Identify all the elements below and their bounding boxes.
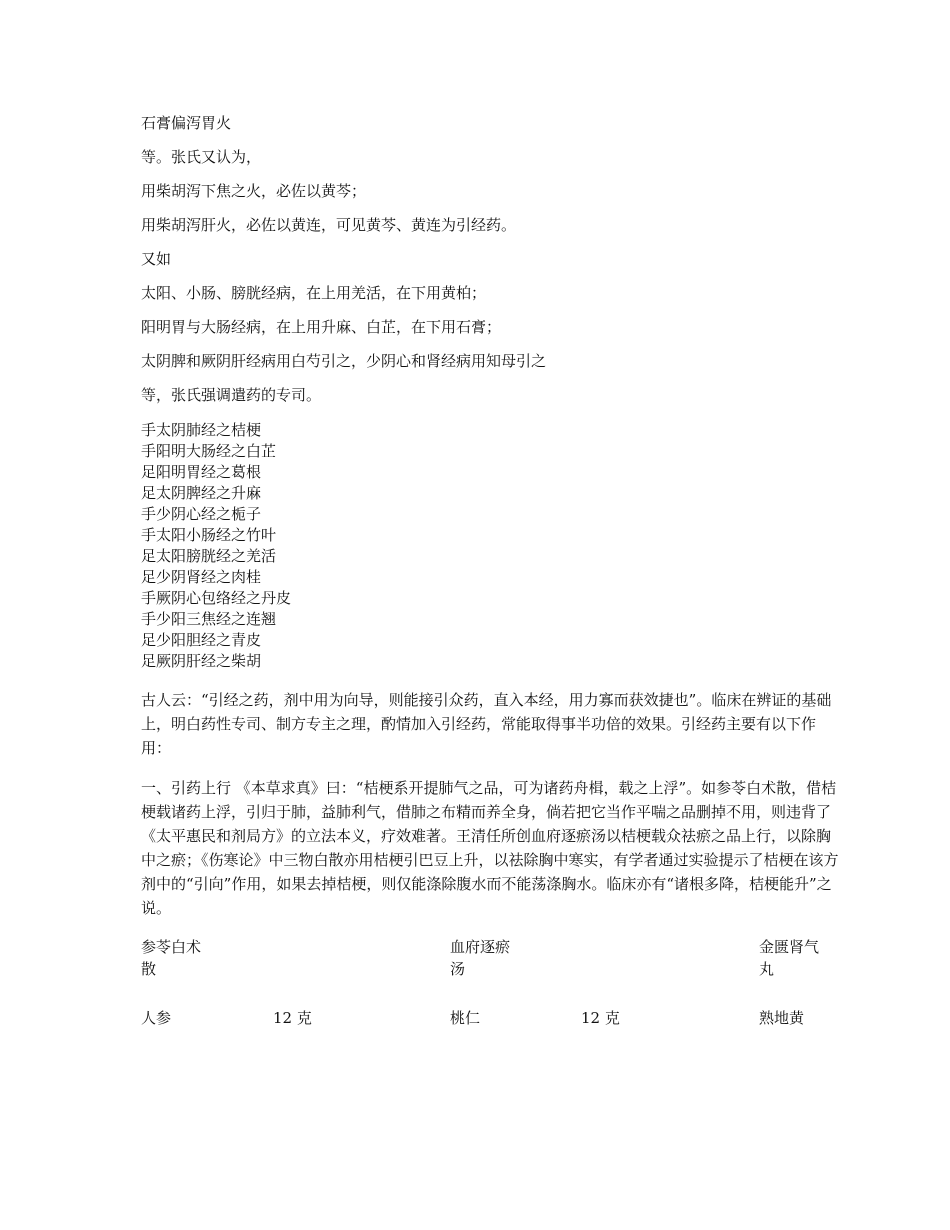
list-item: 足太阴脾经之升麻 [141,484,262,502]
text-line: 阳明胃与大肠经病，在上用升麻、白芷，在下用石膏； [141,318,502,336]
list-item: 手太阳小肠经之竹叶 [141,526,277,544]
list-item: 手少阳三焦经之连翘 [141,610,277,628]
body-paragraph: 一、引药上行 《本草求真》曰：“桔梗系开提肺气之品，可为诸药舟楫，载之上浮”。如参苓白术散，借桔梗载诸药上浮，引归于肺，益肺利气，借肺之布精而养全身，倘若把它当作平喘之品删掉不用，则违背了《太平惠民和剂局方》的立法本义，疗效难著。王清任所创血府逐瘀汤以桔梗载众祛瘀之品上行，以除胸中之瘀；《伤寒论》中三物白散亦用桔梗引巴豆上升，以祛除胸中寒实，有学者通过实验提示了桔梗在该方剂中的“引向”作用，如果去掉桔梗，则仅能涤除腹水而不能荡涤胸水。临床亦有“诸根多降，桔梗能升”之说。 [141,779,839,917]
text-line: 太阴脾和厥阴肝经病用白芍引之，少阴心和肾经病用知母引之 [141,352,547,370]
list-item: 手太阴肺经之桔梗 [141,421,262,439]
table-cell-herb: 熟地黄 [759,1009,805,1027]
table-cell-dose: 12 克 [273,1009,312,1027]
list-item: 手少阴心经之栀子 [141,505,262,523]
table-header: 血府逐瘀 汤 [450,938,511,978]
list-item: 足厥阴肝经之柴胡 [141,652,262,670]
table-cell-dose: 12 克 [581,1009,620,1027]
document-page [141,112,841,1036]
table-cell-herb: 桃仁 [450,1009,481,1027]
list-item: 足少阴肾经之肉桂 [141,568,262,586]
formula-table [141,936,841,1036]
text-line: 又如 [141,250,172,268]
list-item: 足少阳胆经之青皮 [141,631,262,649]
list-item: 手阳明大肠经之白芷 [141,442,277,460]
meridian-guide-list [141,420,841,672]
list-item: 足太阳膀胱经之羌活 [141,547,277,565]
text-line: 等。张氏又认为， [141,148,262,166]
text-line: 等，张氏强调遣药的专司。 [141,386,322,404]
table-cell-herb: 人参 [141,1009,172,1027]
text-line: 石膏偏泻胃火 [141,114,232,132]
table-header: 金匮肾气 丸 [759,938,820,978]
table-header: 参苓白术 散 [141,938,202,978]
list-item: 手厥阴心包络经之丹皮 [141,589,292,607]
text-line: 用柴胡泻肝火，必佐以黄连，可见黄芩、黄连为引经药。 [141,216,517,234]
body-paragraph: 古人云：“引经之药，剂中用为向导，则能接引众药，直入本经，用力寡而获效捷也”。临床在辨证的基础上，明白药性专司、制方专主之理，酌情加入引经药，常能取得事半功倍的效果。引经药主要有以下作用： [141,691,832,757]
text-line: 太阳、小肠、膀胱经病，在上用羌活，在下用黄柏； [141,284,487,302]
list-item: 足阳明胃经之葛根 [141,463,262,481]
text-line: 用柴胡泻下焦之火，必佐以黄芩； [141,182,367,200]
